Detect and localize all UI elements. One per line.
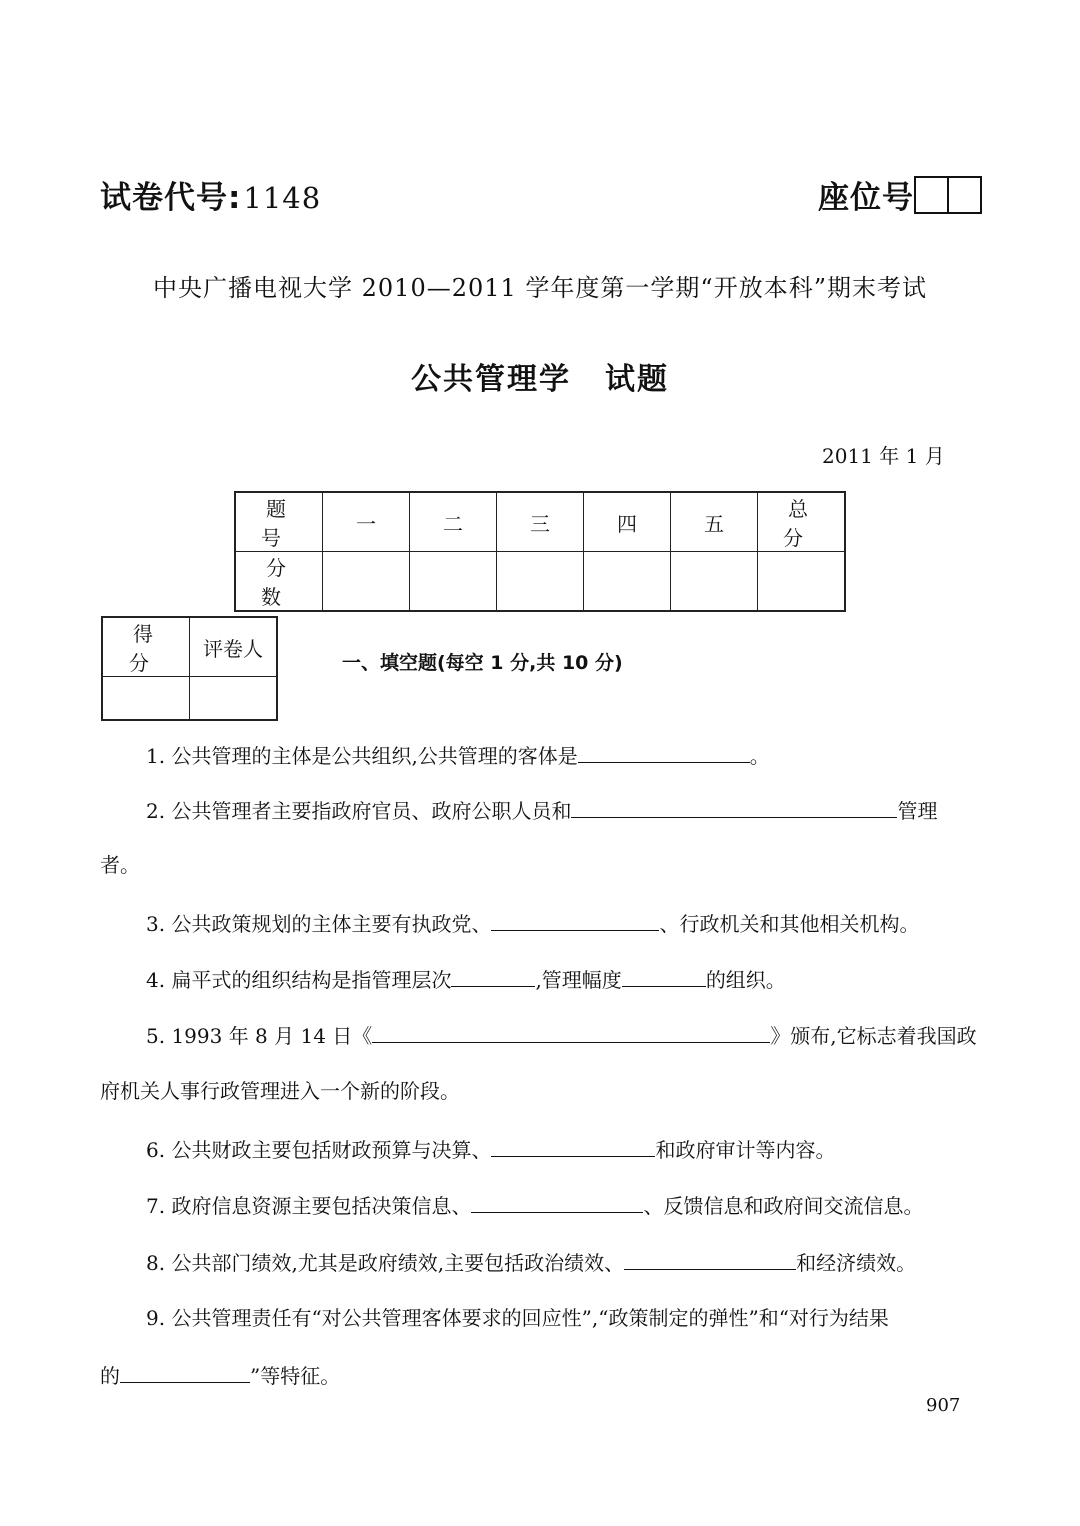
score-cell[interactable] <box>671 552 758 612</box>
question-text: 4. 扁平式的组织结构是指管理层次 <box>146 968 452 992</box>
subject-suffix: 试题 <box>605 362 669 397</box>
section-score-cell[interactable] <box>102 677 190 721</box>
question-8 <box>146 1249 916 1275</box>
answer-blank[interactable] <box>491 910 659 931</box>
grader-table <box>101 616 278 721</box>
column-header: 一 <box>323 492 410 552</box>
total-score-cell[interactable] <box>758 552 846 612</box>
subject-title <box>0 354 1080 398</box>
question-text: 5. 1993 年 8 月 14 日《 <box>146 1024 373 1048</box>
question-6 <box>146 1136 835 1162</box>
question-text: 8. 公共部门绩效,尤其是政府绩效,主要包括政治绩效、 <box>146 1251 625 1275</box>
seat-number <box>818 172 982 217</box>
question-2 <box>146 797 937 823</box>
score-table-header-row <box>235 492 845 552</box>
question-text: 、反馈信息和政府间交流信息。 <box>643 1194 924 1218</box>
question-7 <box>146 1192 923 1218</box>
question-text: 3. 公共政策规划的主体主要有执政党、 <box>146 912 492 936</box>
answer-blank[interactable] <box>491 1136 655 1157</box>
question-text: 和经济绩效。 <box>796 1251 917 1275</box>
question-9 <box>146 1306 889 1330</box>
page-number: 907 <box>926 1395 961 1416</box>
score-table-score-row <box>235 552 845 612</box>
paper-code-value: 1148 <box>243 181 322 215</box>
question-5 <box>146 1022 977 1048</box>
question-text: 9. 公共管理责任有“对公共管理客体要求的回应性”,“政策制定的弹性”和“对行为结果 <box>146 1306 889 1330</box>
question-text: 7. 政府信息资源主要包括决策信息、 <box>146 1194 472 1218</box>
paper-code <box>100 172 321 217</box>
answer-blank[interactable] <box>471 1192 643 1213</box>
question-text: 6. 公共财政主要包括财政预算与决算、 <box>146 1138 492 1162</box>
total-label: 总 分 <box>758 492 846 552</box>
section-score-label: 得 分 <box>102 617 190 677</box>
question-2-continuation: 者。 <box>100 853 140 877</box>
grader-cell[interactable] <box>190 677 278 721</box>
question-text: 和政府审计等内容。 <box>655 1138 836 1162</box>
column-header: 四 <box>584 492 671 552</box>
score-cell[interactable] <box>497 552 584 612</box>
question-text: 》颁布,它标志着我国政 <box>770 1024 977 1048</box>
question-text: 、行政机关和其他相关机构。 <box>659 912 920 936</box>
score-cell[interactable] <box>584 552 671 612</box>
seat-number-label: 座位号 <box>818 180 914 216</box>
question-text: ”等特征。 <box>250 1364 341 1388</box>
score-cell[interactable] <box>323 552 410 612</box>
question-1 <box>146 742 770 768</box>
score-label: 分 数 <box>235 552 323 612</box>
answer-blank[interactable] <box>624 1249 796 1270</box>
grader-table-input-row <box>102 677 277 721</box>
question-text: 管理 <box>897 799 938 823</box>
question-4 <box>146 966 786 992</box>
score-cell[interactable] <box>410 552 497 612</box>
seat-box[interactable] <box>947 178 980 212</box>
answer-blank[interactable] <box>120 1362 250 1383</box>
exam-title: 中央广播电视大学 2010—2011 学年度第一学期“开放本科”期末考试 <box>153 274 927 302</box>
answer-blank[interactable] <box>571 797 897 818</box>
question-text: 的 <box>100 1364 120 1388</box>
paper-code-colon: : <box>228 180 242 216</box>
question-text: ,管理幅度 <box>535 968 622 992</box>
exam-date: 2011 年 1 月 <box>822 444 945 468</box>
question-5-continuation: 府机关人事行政管理进入一个新的阶段。 <box>100 1079 460 1103</box>
paper-code-label: 试卷代号 <box>100 180 228 216</box>
question-number-label: 题 号 <box>235 492 323 552</box>
answer-blank[interactable] <box>578 742 750 763</box>
seat-box[interactable] <box>916 178 947 212</box>
score-table <box>234 491 846 612</box>
answer-blank[interactable] <box>451 966 535 987</box>
column-header: 五 <box>671 492 758 552</box>
question-text: 。 <box>749 744 770 768</box>
column-header: 二 <box>410 492 497 552</box>
seat-number-boxes <box>914 176 982 214</box>
subject-name: 公共管理学 <box>411 362 571 397</box>
grader-table-header-row <box>102 617 277 677</box>
question-3 <box>146 910 919 936</box>
question-text: 2. 公共管理者主要指政府官员、政府公职人员和 <box>146 799 572 823</box>
column-header: 三 <box>497 492 584 552</box>
question-text: 的组织。 <box>705 968 786 992</box>
answer-blank[interactable] <box>372 1022 770 1043</box>
answer-blank[interactable] <box>622 966 706 987</box>
question-text: 1. 公共管理的主体是公共组织,公共管理的客体是 <box>146 744 578 768</box>
question-9-continuation <box>100 1362 340 1388</box>
grader-label: 评卷人 <box>190 617 278 677</box>
section-heading: 一、填空题(每空 1 分,共 10 分) <box>342 652 623 674</box>
